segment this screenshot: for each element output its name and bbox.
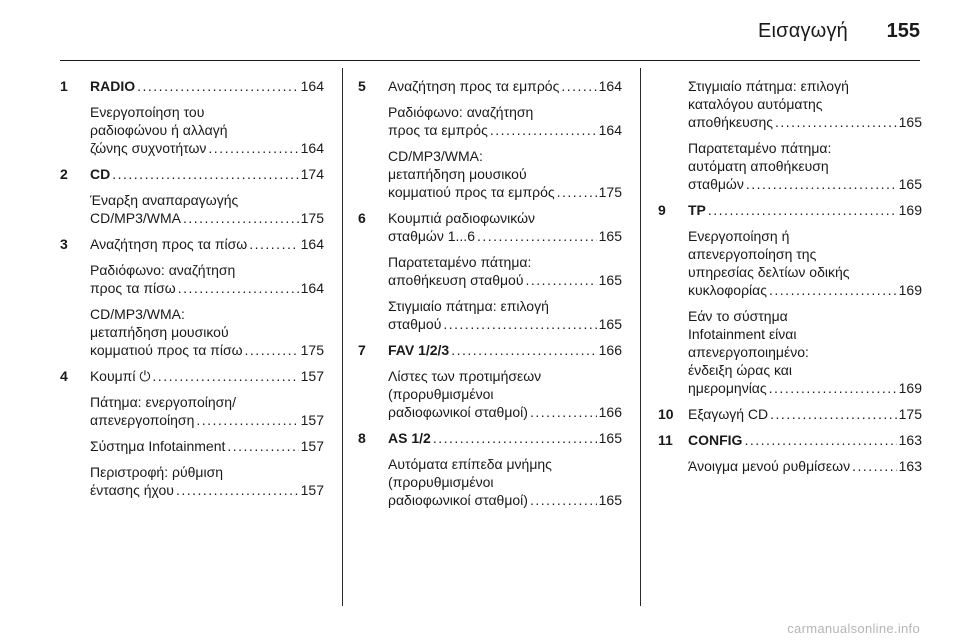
index-line-with-page: [358, 227, 622, 245]
index-entry: [358, 77, 622, 95]
entry-text: Πάτημα: ενεργοποίηση/: [90, 394, 236, 410]
entry-text: Στιγμιαίο πάτημα: επιλογή: [688, 78, 849, 94]
index-entry: [358, 341, 622, 359]
index-entry: [358, 253, 622, 289]
index-line-with-page: [60, 481, 324, 499]
page-reference: 164: [300, 280, 324, 296]
entry-text: Ραδιόφωνο: αναζήτηση: [90, 262, 236, 278]
dot-leader: [176, 481, 299, 499]
page-reference: 164: [598, 122, 622, 138]
entry-text: Κουμπί ⏻: [90, 368, 151, 384]
index-entry: [358, 147, 622, 201]
page-reference: 175: [300, 210, 324, 226]
page-reference: 165: [598, 430, 622, 446]
index-entry: [358, 297, 622, 333]
index-entry: [60, 165, 324, 183]
entry-text: Παρατεταμένο πάτημα:: [388, 254, 532, 270]
index-entry: [60, 261, 324, 297]
page-reference: 164: [598, 78, 622, 94]
entry-number: 4: [60, 368, 68, 384]
entry-text: κυκλοφορίας: [688, 282, 768, 298]
index-line: [658, 77, 922, 95]
page-reference: 166: [598, 342, 622, 358]
dot-leader: [852, 457, 897, 475]
page-reference: 175: [898, 406, 922, 422]
entry-text: Περιστροφή: ρύθμιση: [90, 464, 223, 480]
entry-text: σταθμού: [388, 316, 442, 332]
entry-text: αποθήκευση σταθμού: [388, 272, 524, 288]
index-line: [358, 253, 622, 271]
entry-text: ραδιοφωνικοί σταθμοί): [388, 404, 528, 420]
entry-text: RADIO: [90, 78, 136, 94]
entry-text: ραδιοφώνου ή αλλαγή: [90, 122, 228, 138]
page-reference: 165: [598, 272, 622, 288]
dot-leader: [112, 165, 298, 183]
entry-text: κομματιού προς τα πίσω: [90, 342, 243, 358]
dot-leader: [178, 279, 299, 297]
dot-leader: [245, 341, 299, 359]
index-line-with-page: [658, 405, 922, 423]
watermark: carmanualsonline.info: [787, 621, 920, 636]
column-divider: [640, 68, 641, 606]
entry-text: AS 1/2: [388, 430, 431, 446]
page-reference: 157: [300, 368, 324, 384]
entry-text: προς τα εμπρός: [388, 122, 488, 138]
entry-text: Ραδιόφωνο: αναζήτηση: [388, 104, 534, 120]
dot-leader: [530, 491, 597, 509]
dot-leader: [433, 429, 597, 447]
index-line: [358, 473, 622, 491]
index-line-with-page: [358, 429, 622, 447]
entry-text: έντασης ήχου: [90, 482, 174, 498]
entry-text: μεταπήδηση μουσικού: [90, 324, 229, 340]
page-reference: 157: [300, 412, 324, 428]
entry-text: προς τα πίσω: [90, 280, 176, 296]
page-reference: 164: [300, 78, 324, 94]
index-line: [658, 325, 922, 343]
entry-number: 5: [358, 78, 366, 94]
entry-number: 9: [658, 202, 666, 218]
index-line: [60, 261, 324, 279]
dot-leader: [530, 403, 597, 421]
index-entry: [658, 431, 922, 449]
index-line-with-page: [60, 367, 324, 385]
entry-text: Εάν το σύστημα: [688, 308, 788, 324]
page-number: 155: [886, 20, 920, 42]
page-reference: 165: [598, 492, 622, 508]
entry-number: 6: [358, 210, 366, 226]
index-line-with-page: [358, 77, 622, 95]
index-line: [358, 367, 622, 385]
dot-leader: [708, 201, 897, 219]
index-entry: [658, 307, 922, 397]
index-entry: [358, 209, 622, 245]
page-header: [0, 0, 960, 60]
page-reference: 164: [300, 236, 324, 252]
index-entry: [658, 457, 922, 475]
index-line-with-page: [60, 77, 324, 95]
index-entry: [658, 201, 922, 219]
entry-text: Λίστες των προτιμήσεων: [388, 368, 542, 384]
page-reference: 169: [898, 282, 922, 298]
index-line-with-page: [60, 341, 324, 359]
index-line-with-page: [60, 139, 324, 157]
index-line: [658, 307, 922, 325]
dot-leader: [249, 235, 298, 253]
header-rule: [60, 60, 920, 61]
page-reference: 163: [898, 432, 922, 448]
dot-leader: [443, 315, 596, 333]
page-reference: 165: [598, 316, 622, 332]
dot-leader: [451, 341, 596, 359]
dot-leader: [561, 77, 596, 95]
index-line: [658, 95, 922, 113]
index-line: [658, 139, 922, 157]
index-entry: [358, 103, 622, 139]
entry-number: 2: [60, 166, 68, 182]
index-line: [60, 191, 324, 209]
column-divider: [342, 68, 343, 606]
index-line-with-page: [60, 209, 324, 227]
page-reference: 169: [898, 202, 922, 218]
index-line-with-page: [358, 183, 622, 201]
entry-text: TP: [688, 202, 706, 218]
index-line: [60, 305, 324, 323]
entry-text: σταθμών 1...6: [388, 228, 475, 244]
index-line: [358, 455, 622, 473]
dot-leader: [769, 379, 897, 397]
entry-text: ζώνης συχνοτήτων: [90, 140, 207, 156]
entry-text: Ενεργοποίηση ή: [688, 228, 790, 244]
index-entry: [60, 367, 324, 385]
entry-text: Άνοιγμα μενού ρυθμίσεων: [688, 458, 851, 474]
index-line: [658, 227, 922, 245]
index-line-with-page: [60, 279, 324, 297]
index-line: [60, 463, 324, 481]
index-entry: [658, 139, 922, 193]
entry-text: (προρυθμισμένοι: [388, 386, 494, 402]
index-line-with-page: [60, 437, 324, 455]
page-reference: 165: [598, 228, 622, 244]
index-line-with-page: [658, 379, 922, 397]
entry-text: (προρυθμισμένοι: [388, 474, 494, 490]
entry-number: 10: [658, 406, 674, 422]
index-line: [658, 361, 922, 379]
dot-leader: [137, 77, 299, 95]
index-line: [358, 147, 622, 165]
entry-text: απενεργοποίηση: [90, 412, 195, 428]
index-line: [658, 343, 922, 361]
index-line-with-page: [358, 315, 622, 333]
entry-text: Αυτόματα επίπεδα μνήμης: [388, 456, 552, 472]
entry-text: Ενεργοποίηση του: [90, 104, 205, 120]
entry-text: CD/MP3/WMA:: [388, 148, 483, 164]
index-entry: [658, 405, 922, 423]
index-line-with-page: [60, 411, 324, 429]
entry-text: ραδιοφωνικοί σταθμοί): [388, 492, 528, 508]
dot-leader: [526, 271, 597, 289]
entry-text: Εξαγωγή CD: [688, 406, 769, 422]
entry-text: μεταπήδηση μουσικού: [388, 166, 527, 182]
index-line-with-page: [358, 341, 622, 359]
entry-text: CD: [90, 166, 111, 182]
entry-text: ένδειξη ώρας και: [688, 362, 792, 378]
index-line: [60, 323, 324, 341]
entry-number: 11: [658, 432, 673, 448]
index-line: [358, 103, 622, 121]
index-line-with-page: [358, 403, 622, 421]
dot-leader: [208, 139, 298, 157]
entry-text: καταλόγου αυτόματης: [688, 96, 823, 112]
dot-leader: [744, 431, 896, 449]
page-reference: 174: [300, 166, 324, 182]
dot-leader: [775, 113, 897, 131]
page-reference: 175: [300, 342, 324, 358]
index-entry: [358, 367, 622, 421]
dot-leader: [183, 209, 299, 227]
index-line-with-page: [658, 457, 922, 475]
index-line: [358, 209, 622, 227]
entry-text: απενεργοποίηση της: [688, 246, 817, 262]
dot-leader: [477, 227, 597, 245]
index-line-with-page: [60, 165, 324, 183]
index-entry: [60, 393, 324, 429]
index-line-with-page: [358, 271, 622, 289]
entry-text: Κουμπιά ραδιοφωνικών: [388, 210, 536, 226]
page-reference: 157: [300, 482, 324, 498]
entry-number: 7: [358, 342, 366, 358]
entry-text: Σύστημα Infotainment: [90, 438, 226, 454]
index-entry: [358, 429, 622, 447]
index-line-with-page: [358, 121, 622, 139]
entry-text: αποθήκευσης: [688, 114, 773, 130]
index-line-with-page: [658, 175, 922, 193]
index-column-2: [358, 77, 622, 517]
entry-text: Στιγμιαίο πάτημα: επιλογή: [388, 298, 549, 314]
dot-leader: [227, 437, 298, 455]
page-reference: 175: [598, 184, 622, 200]
index-line-with-page: [358, 491, 622, 509]
dot-leader: [196, 411, 298, 429]
index-line-with-page: [60, 235, 324, 253]
entry-number: 8: [358, 430, 366, 446]
index-line-with-page: [658, 281, 922, 299]
index-line-with-page: [658, 431, 922, 449]
entry-text: κομματιού προς τα εμπρός: [388, 184, 555, 200]
index-line: [358, 385, 622, 403]
index-entry: [60, 463, 324, 499]
page-reference: 163: [898, 458, 922, 474]
dot-leader: [769, 281, 897, 299]
index-line-with-page: [658, 113, 922, 131]
entry-number: 3: [60, 236, 68, 252]
index-line: [60, 393, 324, 411]
entry-text: Αναζήτηση προς τα εμπρός: [388, 78, 560, 94]
index-entry: [658, 77, 922, 131]
entry-text: ημερομηνίας: [688, 380, 767, 396]
dot-leader: [557, 183, 597, 201]
index-entry: [60, 305, 324, 359]
index-line: [358, 165, 622, 183]
entry-text: CONFIG: [688, 432, 743, 448]
index-entry: [658, 227, 922, 299]
index-entry: [60, 191, 324, 227]
index-line: [60, 121, 324, 139]
page-reference: 166: [598, 404, 622, 420]
dot-leader: [490, 121, 597, 139]
page-reference: 165: [898, 176, 922, 192]
entry-text: Έναρξη αναπαραγωγής: [90, 192, 239, 208]
dot-leader: [770, 405, 896, 423]
entry-text: απενεργοποιημένο:: [688, 344, 809, 360]
entry-text: Αναζήτηση προς τα πίσω: [90, 236, 248, 252]
index-entry: [60, 437, 324, 455]
entry-text: υπηρεσίας δελτίων οδικής: [688, 264, 850, 280]
entry-text: CD/MP3/WMA:: [90, 306, 185, 322]
index-line: [658, 157, 922, 175]
index-column-3: [658, 77, 922, 483]
entry-text: CD/MP3/WMA: [90, 210, 181, 226]
index-entry: [358, 455, 622, 509]
section-title: Εισαγωγή: [757, 20, 848, 42]
entry-text: Infotainment είναι: [688, 326, 797, 342]
page-reference: 169: [898, 380, 922, 396]
entry-text: FAV 1/2/3: [388, 342, 450, 358]
entry-text: Παρατεταμένο πάτημα:: [688, 140, 832, 156]
page-reference: 164: [300, 140, 324, 156]
index-entry: [60, 103, 324, 157]
index-entry: [60, 235, 324, 253]
index-entry: [60, 77, 324, 95]
index-line: [658, 245, 922, 263]
index-line: [358, 297, 622, 315]
dot-leader: [152, 367, 298, 385]
entry-text: αυτόματη αποθήκευση: [688, 158, 829, 174]
entry-text: σταθμών: [688, 176, 744, 192]
index-column-1: [60, 77, 324, 507]
page-reference: 165: [898, 114, 922, 130]
index-line: [658, 263, 922, 281]
index-line-with-page: [658, 201, 922, 219]
index-line: [60, 103, 324, 121]
dot-leader: [746, 175, 897, 193]
page-reference: 157: [300, 438, 324, 454]
entry-number: 1: [60, 78, 68, 94]
